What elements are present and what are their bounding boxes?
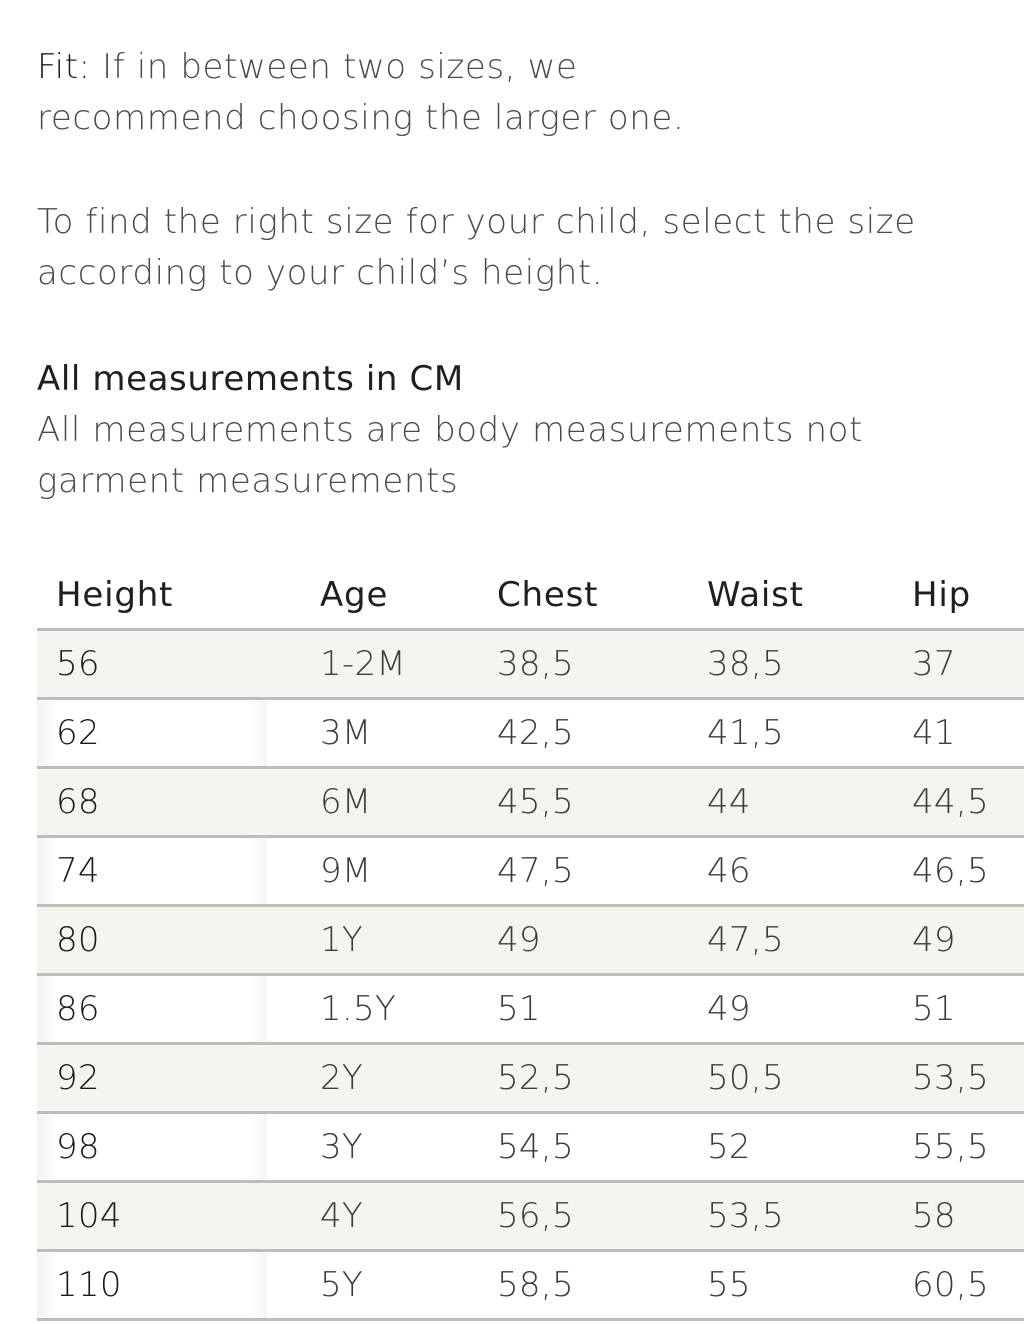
cell-height: 104 <box>56 1196 122 1236</box>
cell-waist: 53,5 <box>707 1196 784 1236</box>
cell-hip: 44,5 <box>912 782 989 822</box>
table-row <box>37 973 1024 1042</box>
cell-age: 3Y <box>320 1127 364 1167</box>
height-guide-line1: To find the right size for your child, select the size <box>37 202 916 242</box>
fit-text-line2: recommend choosing the larger one. <box>37 98 685 138</box>
height-guide-line2: according to your child’s height. <box>37 253 604 293</box>
row-background <box>267 1114 1024 1180</box>
row-background <box>267 1045 1024 1111</box>
height-guide-note <box>37 197 916 299</box>
header-age: Age <box>320 575 389 615</box>
cell-height: 86 <box>56 989 100 1029</box>
table-row <box>37 766 1024 835</box>
cell-chest: 52,5 <box>497 1058 574 1098</box>
cell-height: 74 <box>56 851 100 891</box>
cell-chest: 49 <box>497 920 541 960</box>
table-row <box>37 1249 1024 1321</box>
size-table <box>37 562 1024 1321</box>
cell-hip: 49 <box>912 920 956 960</box>
cell-age: 2Y <box>320 1058 364 1098</box>
cell-age: 4Y <box>320 1196 364 1236</box>
cell-chest: 51 <box>497 989 541 1029</box>
cell-age: 5Y <box>320 1265 364 1305</box>
header-waist: Waist <box>707 575 804 615</box>
row-background <box>267 1183 1024 1249</box>
cell-hip: 55,5 <box>912 1127 989 1167</box>
cell-hip: 41 <box>912 713 956 753</box>
table-header <box>37 562 1024 628</box>
fit-text-line1: If in between two sizes, we <box>90 47 578 87</box>
cell-hip: 46,5 <box>912 851 989 891</box>
cell-hip: 60,5 <box>912 1265 989 1305</box>
units-note-line1: All measurements are body measurements not <box>37 410 863 450</box>
cell-hip: 37 <box>912 644 956 684</box>
cell-waist: 38,5 <box>707 644 784 684</box>
cell-height: 62 <box>56 713 100 753</box>
header-hip: Hip <box>912 575 971 615</box>
cell-height: 80 <box>56 920 100 960</box>
cell-waist: 47,5 <box>707 920 784 960</box>
cell-chest: 38,5 <box>497 644 574 684</box>
cell-waist: 55 <box>707 1265 751 1305</box>
header-height: Height <box>56 575 174 615</box>
cell-age: 1Y <box>320 920 364 960</box>
header-chest: Chest <box>497 575 599 615</box>
cell-age: 9M <box>320 851 372 891</box>
table-row <box>37 628 1024 697</box>
fit-note <box>37 42 684 144</box>
cell-age: 1-2M <box>320 644 407 684</box>
cell-age: 6M <box>320 782 372 822</box>
cell-age: 3M <box>320 713 372 753</box>
row-background <box>267 769 1024 835</box>
cell-waist: 52 <box>707 1127 751 1167</box>
units-title: All measurements in CM <box>37 359 464 399</box>
cell-hip: 51 <box>912 989 956 1029</box>
row-background <box>267 838 1024 904</box>
units-note <box>37 405 863 507</box>
cell-waist: 50,5 <box>707 1058 784 1098</box>
cell-chest: 54,5 <box>497 1127 574 1167</box>
cell-height: 98 <box>56 1127 100 1167</box>
table-row <box>37 835 1024 904</box>
cell-chest: 42,5 <box>497 713 574 753</box>
cell-chest: 47,5 <box>497 851 574 891</box>
cell-chest: 45,5 <box>497 782 574 822</box>
row-background <box>267 700 1024 766</box>
cell-height: 56 <box>56 644 100 684</box>
cell-waist: 46 <box>707 851 751 891</box>
cell-chest: 58,5 <box>497 1265 574 1305</box>
table-body <box>37 628 1024 1321</box>
cell-chest: 56,5 <box>497 1196 574 1236</box>
cell-waist: 44 <box>707 782 751 822</box>
cell-age: 1.5Y <box>320 989 397 1029</box>
table-row <box>37 697 1024 766</box>
units-note-line2: garment measurements <box>37 461 459 501</box>
table-row <box>37 1042 1024 1111</box>
row-background <box>267 907 1024 973</box>
cell-waist: 41,5 <box>707 713 784 753</box>
row-background <box>267 1252 1024 1318</box>
cell-height: 92 <box>56 1058 100 1098</box>
cell-height: 68 <box>56 782 100 822</box>
cell-waist: 49 <box>707 989 751 1029</box>
cell-height: 110 <box>56 1265 122 1305</box>
fit-label: Fit: <box>37 47 91 87</box>
cell-hip: 58 <box>912 1196 956 1236</box>
table-row <box>37 1180 1024 1249</box>
table-row <box>37 904 1024 973</box>
cell-hip: 53,5 <box>912 1058 989 1098</box>
table-row <box>37 1111 1024 1180</box>
